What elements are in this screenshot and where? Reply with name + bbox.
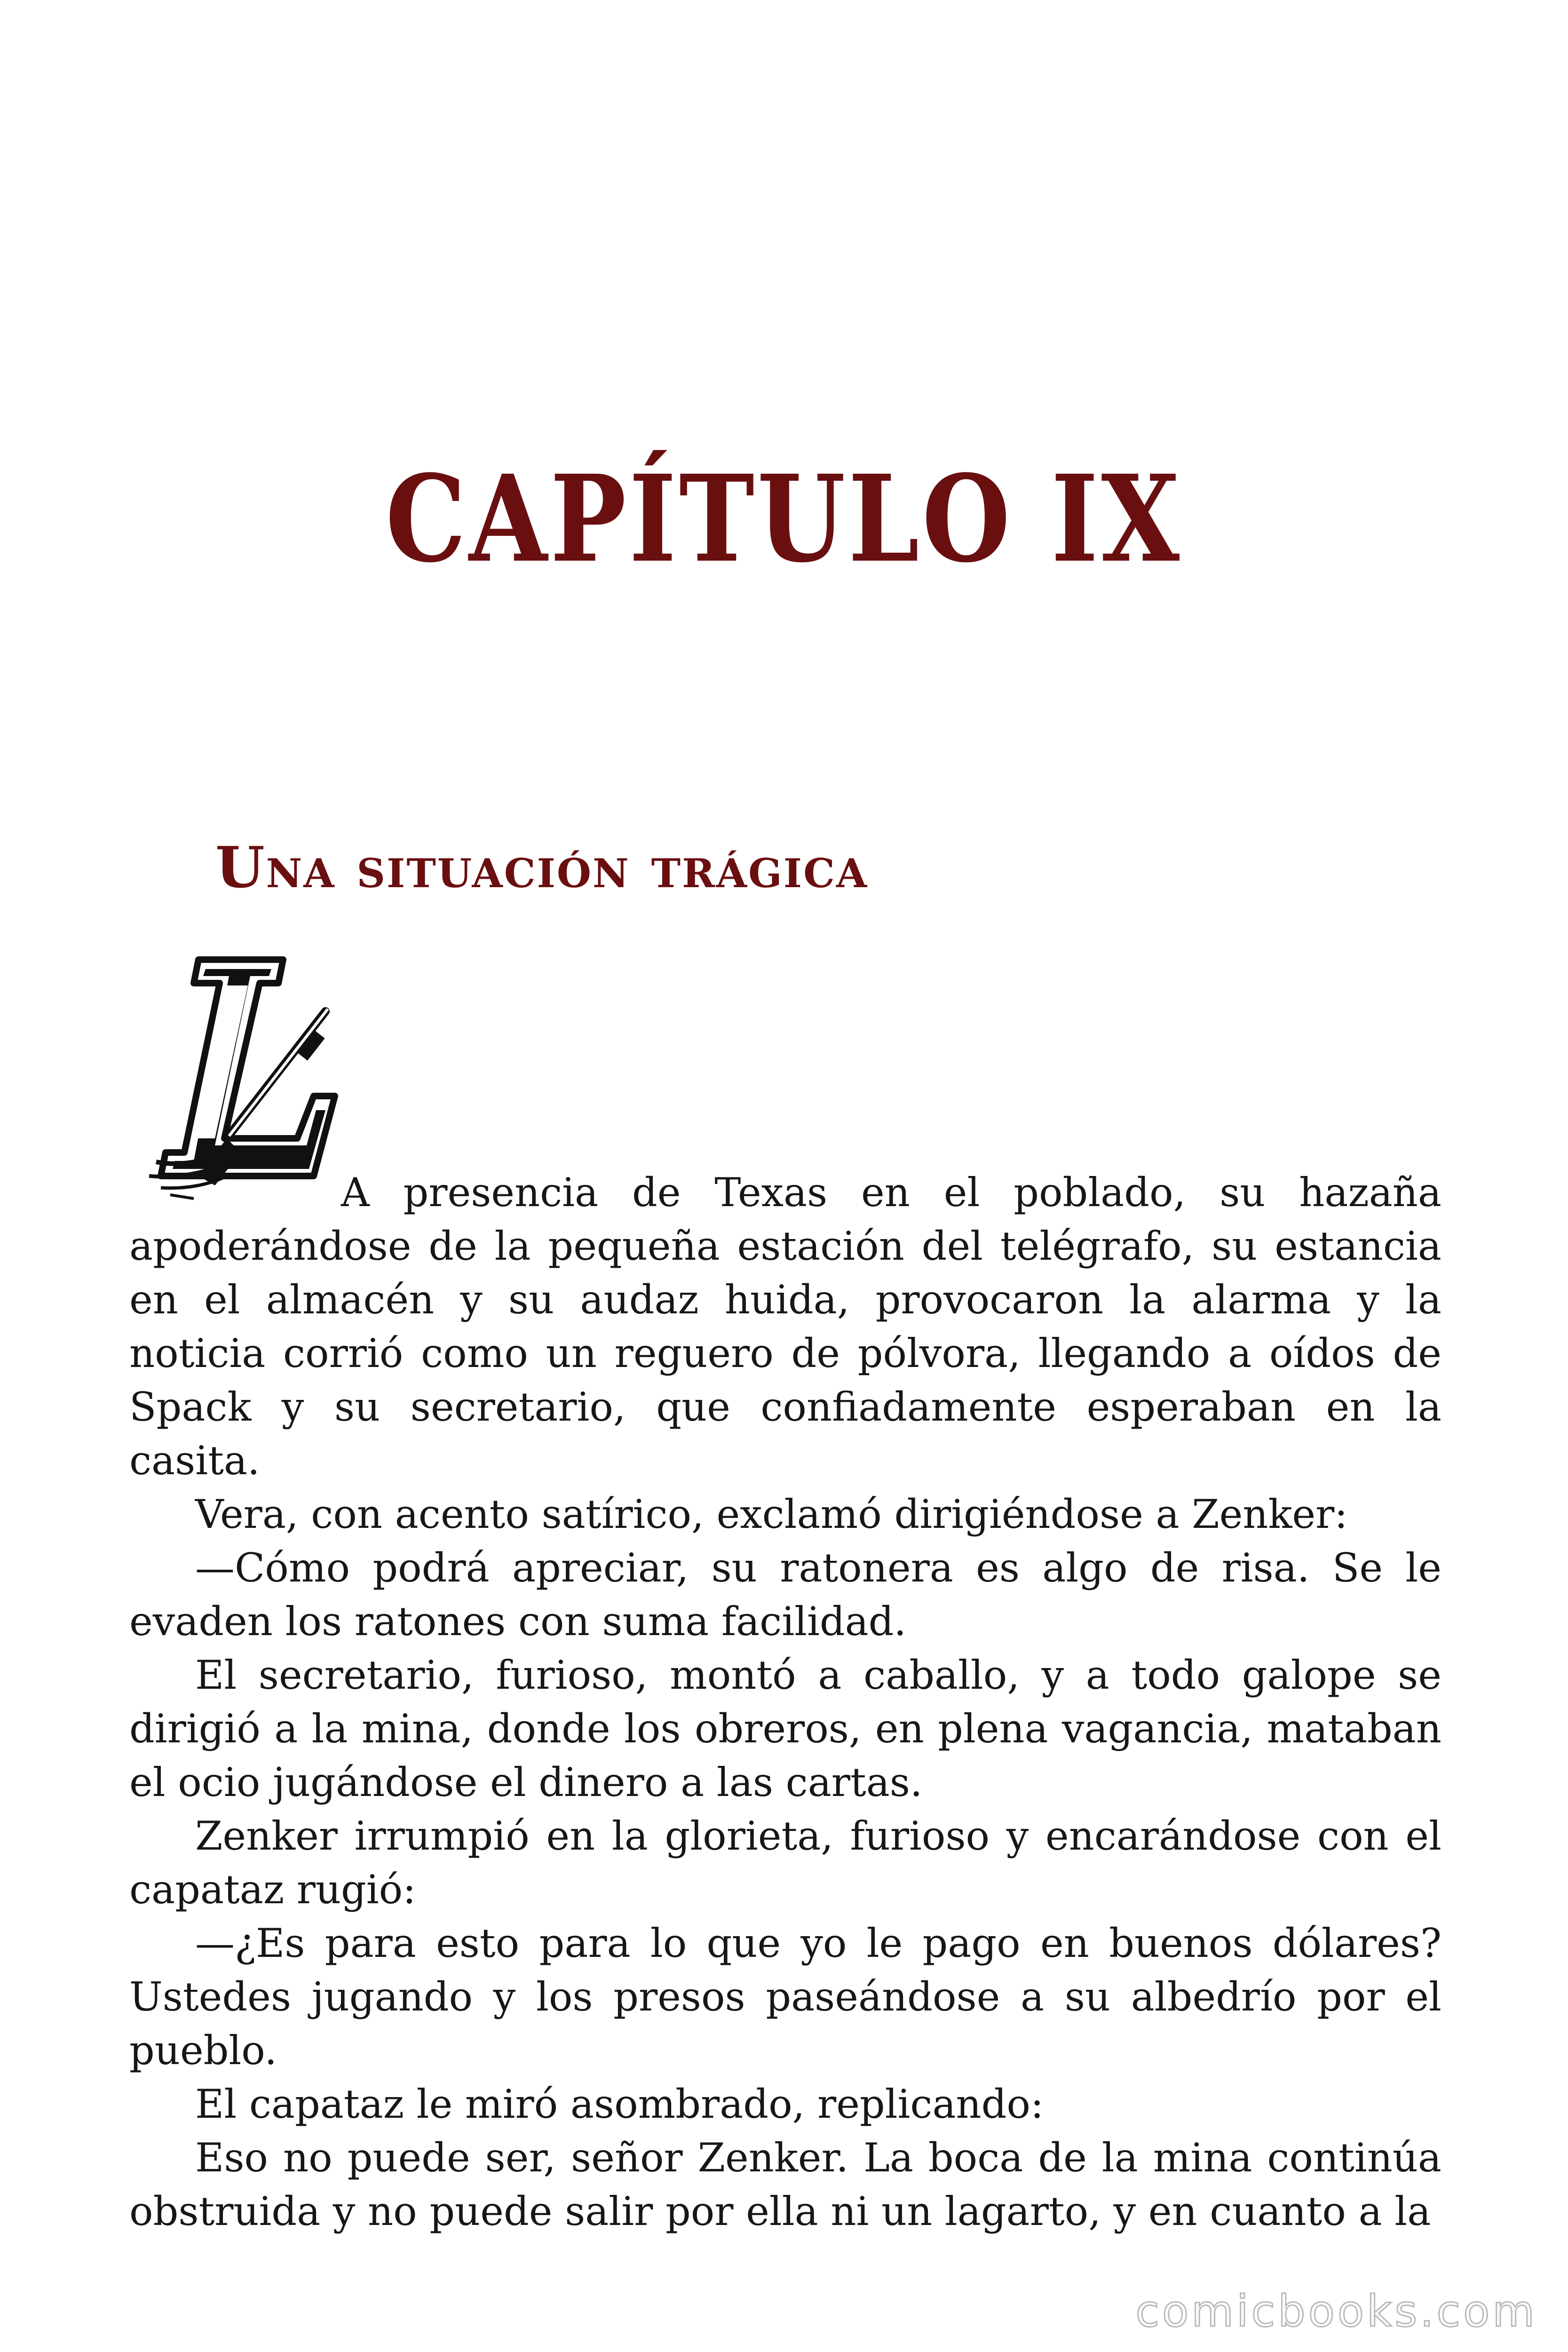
paragraph: El secretario, furioso, montó a caballo, y a todo galope se dirigió a la mina, donde los obreros, en plena vagancia, mataban el ocio jugándose el dinero a las cartas. (129, 1652, 1441, 1805)
paragraph: El capataz le miró asombrado, replicando: (195, 2081, 1044, 2127)
paragraph: —Cómo podrá apreciar, su ratonera es algo de risa. Se le evaden los ratones con suma facilidad. (129, 1545, 1441, 1645)
paragraph: Zenker irrumpió en la glorieta, furioso y encarándose con el capataz rugió: (129, 1813, 1441, 1913)
paragraph: A presencia de Texas en el poblado, su hazaña apoderándose de la pequeña estación del telégrafo, su estancia en el almacén y su audaz huida, provocaron la alarma y la noticia corrió como un reguero de pólvora, llegando a oídos de Spack y su secretario, que confiadamente esperaban en la casita. (129, 1169, 1441, 1484)
body-text (129, 1166, 1441, 2238)
drop-cap-l-rifle-icon (128, 941, 344, 1204)
paragraph: Vera, con acento satírico, exclamó dirigiéndose a Zenker: (195, 1491, 1348, 1537)
watermark: comicbooks.com (1135, 2286, 1537, 2336)
paragraph: —¿Es para esto para lo que yo le pago en buenos dólares? Ustedes jugando y los presos paseándose a su albedrío por el pueblo. (129, 1920, 1441, 2074)
paragraph: Eso no puede ser, señor Zenker. La boca de la mina continúa obstruida y no puede salir por ella ni un lagarto, y en cuanto a la (129, 2135, 1441, 2234)
drop-cap-letter (161, 960, 335, 1176)
chapter-subtitle: Una situación trágica (215, 834, 869, 901)
chapter-title: CAPÍTULO IX (385, 448, 1183, 589)
